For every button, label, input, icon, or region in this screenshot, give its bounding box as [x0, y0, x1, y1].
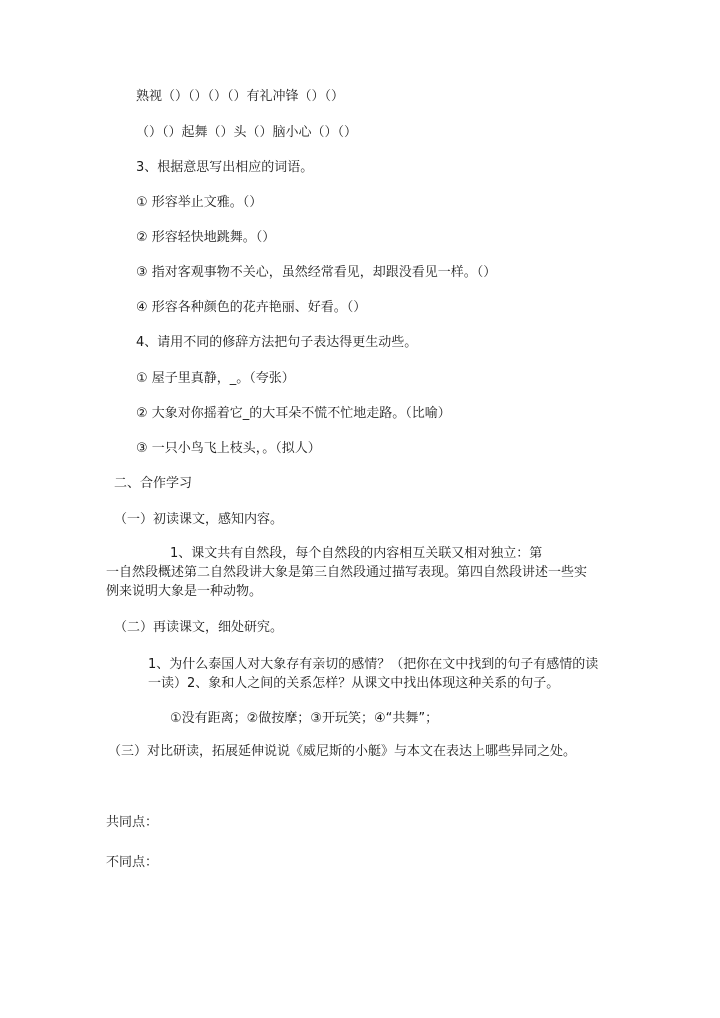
- subsection-1-heading: （一）初读课文，感知内容。: [114, 512, 284, 527]
- subsection-2-heading: （二）再读课文，细处研究。: [114, 620, 284, 635]
- question-4-heading: 4、请用不同的修辞方法把句子表达得更生动些。: [136, 335, 418, 350]
- question-3-heading: 3、根据意思写出相应的词语。: [136, 160, 314, 175]
- fill-blank-row-1: 熟视（）（）（）（）有礼冲锋（）（）: [136, 89, 345, 104]
- question-3-item-1: ① 形容举止文雅。（）: [136, 195, 263, 210]
- subsection-2-answer: ①没有距离；②做按摩；③开玩笑；④“共舞”；: [170, 711, 439, 726]
- question-3-item-4: ④ 形容各种颜色的花卉艳丽、好看。（）: [136, 300, 367, 315]
- section-2-heading: 二、合作学习: [114, 476, 193, 491]
- subsection-1-para-line-1: 1、课文共有自然段，每个自然段的内容相互关联又相对独立：第: [170, 546, 543, 561]
- differences-label: 不同点：: [106, 855, 159, 870]
- question-4-item-2: ② 大象对你摇着它_的大耳朵不慌不忙地走路。（比喻）: [136, 406, 451, 421]
- fill-blank-row-2: （）（）起舞（）头（）脑小心（）（）: [136, 125, 358, 140]
- question-4-item-3: ③ 一只小鸟飞上枝头，。（拟人）: [136, 441, 321, 456]
- question-4-item-1: ① 屋子里真静，_。（夸张）: [136, 371, 295, 386]
- subsection-2-question-line-2: 一读）2、象和人之间的关系怎样？从课文中找出体现这种关系的句子。: [148, 676, 560, 691]
- question-3-item-3: ③ 指对客观事物不关心，虽然经常看见，却跟没看见一样。（）: [136, 265, 497, 280]
- subsection-1-para-line-3: 例来说明大象是一种动物。: [106, 584, 263, 599]
- subsection-2-question-line-1: 1、为什么泰国人对大象存有亲切的感情？（把你在文中找到的句子有感情的读: [148, 657, 599, 672]
- subsection-1-para-line-2: 一自然段概述第二自然段讲大象是第三自然段通过描写表现。第四自然段讲述一些实: [106, 565, 588, 580]
- similarities-label: 共同点：: [106, 815, 159, 830]
- question-3-item-2: ② 形容轻快地跳舞。（）: [136, 230, 276, 245]
- subsection-3-heading: （三）对比研读，拓展延伸说说《威尼斯的小艇》与本文在表达上哪些异同之处。: [108, 744, 577, 759]
